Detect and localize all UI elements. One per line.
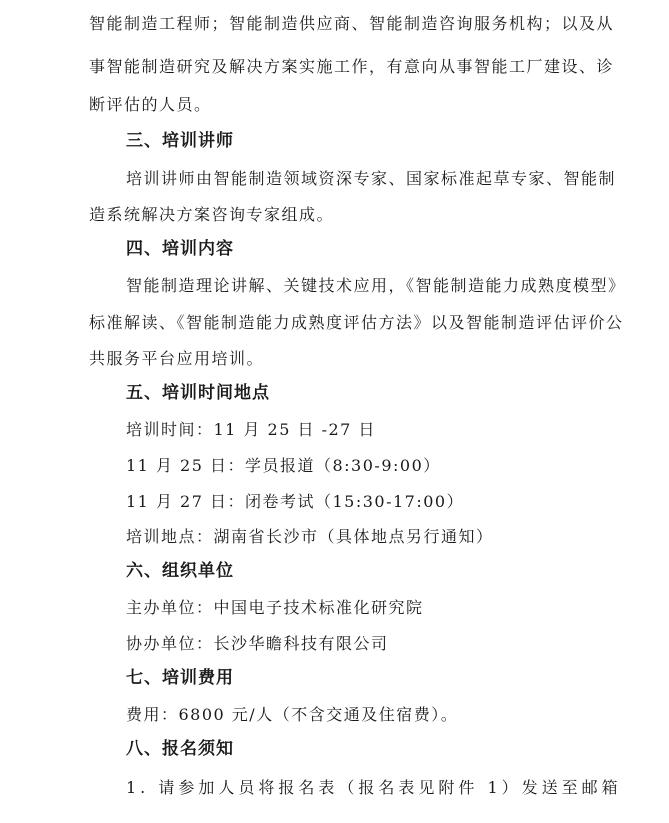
section-heading-registration: 八、报名须知 [126, 739, 234, 759]
section-heading-time-place: 五、培训时间地点 [126, 383, 270, 403]
content-line-3: 共服务平台应用培训。 [89, 349, 265, 368]
section-heading-content: 四、培训内容 [126, 239, 234, 259]
registration-line: 11 月 25 日：学员报道（8:30-9:00） [126, 456, 441, 475]
trainers-line-1: 培训讲师由智能制造领域资深专家、国家标准起草专家、智能制 [126, 169, 617, 188]
intro-line-2: 事智能制造研究及解决方案实施工作，有意向从事智能工厂建设、诊 [89, 57, 615, 76]
section-heading-fees: 七、培训费用 [126, 668, 234, 688]
exam-line: 11 月 27 日：闭卷考试（15:30-17:00） [126, 492, 465, 511]
intro-line-3: 断评估的人员。 [89, 95, 212, 114]
fee-line: 费用：6800 元/人（不含交通及住宿费）。 [126, 705, 459, 724]
host-line: 主办单位：中国电子技术标准化研究院 [126, 598, 424, 617]
content-line-1: 智能制造理论讲解、关键技术应用，《智能制造能力成熟度模型》 [126, 276, 626, 295]
location-line: 培训地点：湖南省长沙市（具体地点另行通知） [126, 527, 494, 546]
intro-line-1: 智能制造工程师；智能制造供应商、智能制造咨询服务机构；以及从 [89, 14, 615, 33]
section-heading-organizers: 六、组织单位 [126, 561, 234, 581]
section-heading-trainers: 三、培训讲师 [126, 131, 234, 151]
trainers-line-2: 造系统解决方案咨询专家组成。 [89, 205, 335, 224]
registration-note-line: 1. 请参加人员将报名表（报名表见附件 1）发送至邮箱 [126, 778, 622, 797]
co-host-line: 协办单位：长沙华瞻科技有限公司 [126, 634, 389, 653]
content-line-2: 标准解读、《智能制造能力成熟度评估方法》以及智能制造评估评价公 [89, 313, 624, 332]
time-line: 培训时间：11 月 25 日 -27 日 [126, 420, 376, 439]
